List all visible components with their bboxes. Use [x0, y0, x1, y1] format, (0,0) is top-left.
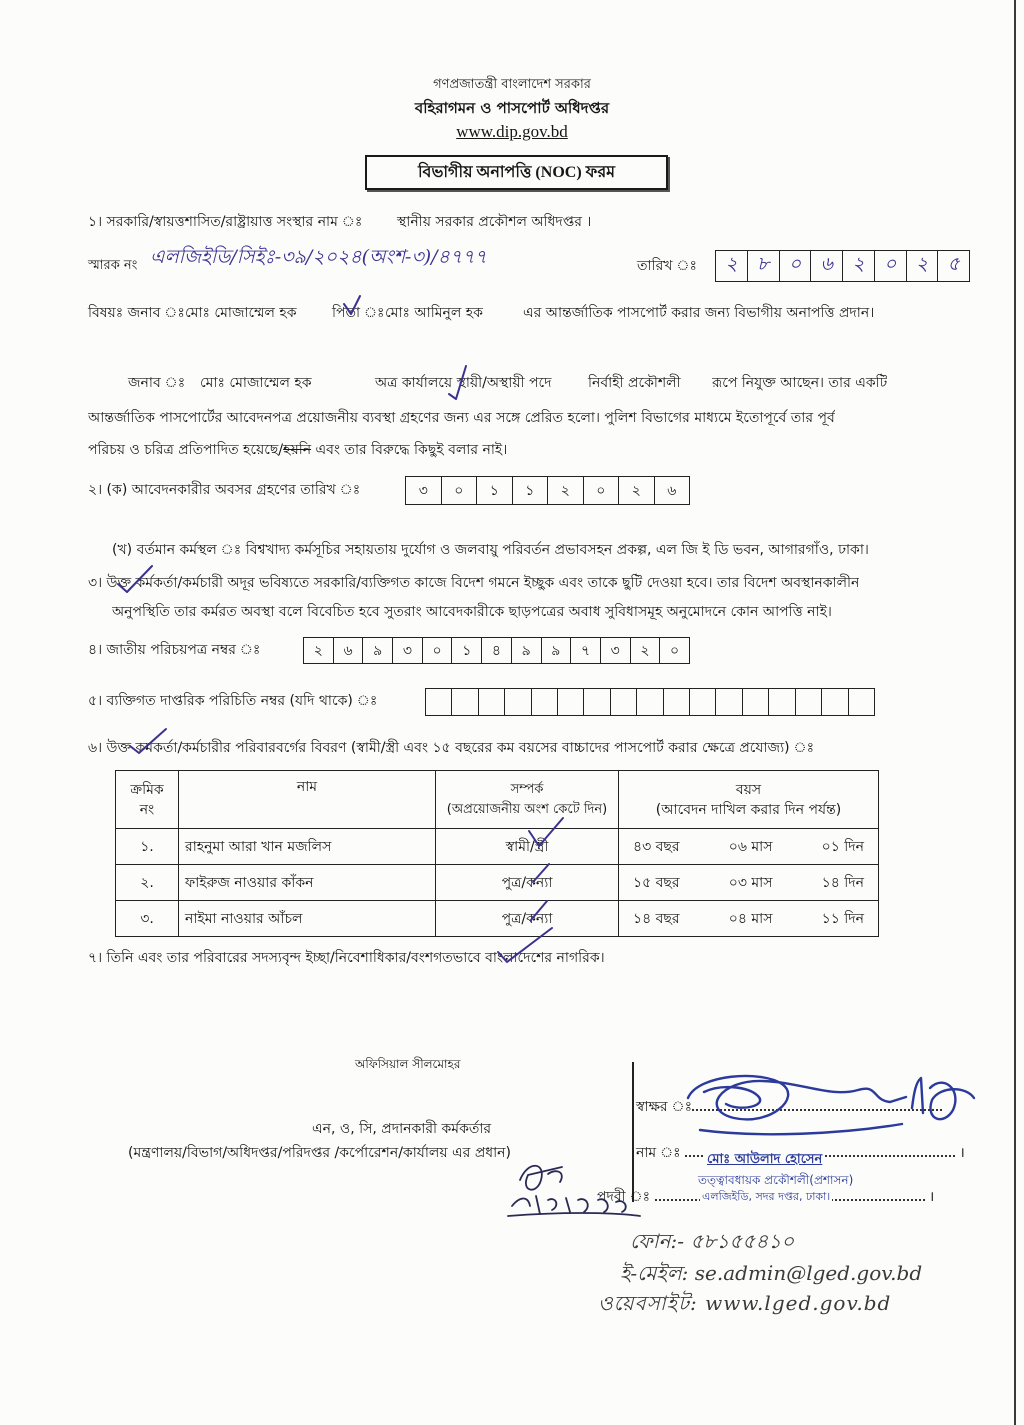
government-name: গণপ্রজাতন্ত্রী বাংলাদেশ সরকার	[433, 77, 591, 92]
seal-label: অফিসিয়াল সীলমোহর	[355, 1057, 461, 1071]
family-table	[115, 770, 879, 937]
officer-note: (মন্ত্রণালয়/বিভাগ/অধিদপ্তর/পরিদপ্তর /কর্পোরেশন/কার্যালয় এর প্রধান)	[128, 1145, 512, 1161]
header-serial-line1: ক্রমিক	[130, 781, 164, 798]
header-relation-text: সম্পর্ক	[510, 781, 544, 797]
empty-box	[690, 689, 716, 715]
department-name: বহিরাগমন ও পাসপোর্ট অধিদপ্তর	[414, 99, 610, 117]
date-digit: ৫	[947, 253, 960, 275]
website-text	[0, 122, 1024, 142]
subject-suffix: এর আন্তর্জাতিক পাসপোর্ট করার জন্য বিভাগীয় অনাপত্তি প্রদান।	[523, 305, 875, 321]
signature-divider	[632, 1062, 634, 1202]
intro-line3-start: পরিচয় ও চরিত্র প্রতিপাদিত হয়েছে/	[88, 442, 284, 458]
nid-digit: ০	[670, 642, 680, 659]
retirement-digit: ০	[584, 477, 620, 504]
signature-dots	[692, 1099, 942, 1111]
header-serial-line2: নং	[139, 801, 155, 818]
intro-post-type: অত্র কার্যালয়ে স্থায়ী/অস্থায়ী পদে	[375, 375, 552, 391]
row-name: ফাইরুজ নাওয়ার কাঁকন	[179, 865, 436, 901]
empty-box	[426, 689, 452, 715]
item7-text: ৭। তিনি এবং তার পরিবারের সদস্যবৃন্দ ইচ্ছা/নিবেশাধিকার/বংশগতভাবে বাংলাদেশের নাগরিক।	[88, 950, 605, 966]
header-relation-note: (অপ্রয়োজনীয় অংশ কেটে দিন)	[446, 801, 608, 817]
date-digit: ০	[875, 251, 907, 281]
nid-digit: ৬	[334, 638, 364, 663]
website-link: www.dip.gov.bd	[456, 122, 568, 141]
officer-title: এন, ও, সি, প্রদানকারী কর্মকর্তার	[312, 1121, 492, 1137]
workplace-label: (খ) বর্তমান কর্মস্থল ঃ	[112, 542, 242, 558]
handwritten-website: ওয়েবসাইট: www.lged.gov.bd	[598, 1291, 892, 1315]
name-line-end: ।	[959, 1145, 965, 1161]
name-label: নাম ঃ	[636, 1145, 681, 1161]
nid-boxes	[303, 637, 690, 664]
empty-box	[743, 689, 769, 715]
nid-digit: ৯	[542, 638, 572, 663]
intro-name: মোঃ মোজাম্মেল হক	[200, 375, 312, 391]
memo-number: এলজিইডি/সিইঃ-৩৯/২০২৪(অংশ-৩)/৪৭৭৭	[150, 246, 487, 268]
retirement-digit: ০	[442, 477, 478, 504]
table-row	[116, 829, 879, 865]
age-months: ০৬ মাস	[728, 838, 773, 855]
table-row	[116, 901, 879, 937]
nid-digit: ৪	[482, 638, 512, 663]
row-serial: ১.	[116, 829, 179, 865]
empty-box	[584, 689, 610, 715]
age-years: ১৪ বছর	[633, 910, 680, 927]
intro-mr-label: জনাব ঃ	[128, 375, 186, 391]
empty-box	[479, 689, 505, 715]
designation-line-end: ।	[929, 1189, 935, 1205]
intro-struck-option: হয়নি	[283, 442, 312, 458]
empty-box	[505, 689, 531, 715]
header-name-text: নাম	[296, 779, 318, 795]
header-name	[179, 771, 436, 829]
handwritten-phone: ফোন:- ৫৮১৫৫৪১০	[630, 1229, 795, 1253]
intro-line3	[88, 440, 507, 460]
retirement-date-boxes	[405, 476, 690, 505]
row-serial: ২.	[116, 865, 179, 901]
retirement-digit: ৩	[406, 477, 442, 504]
header-age-text: বয়স	[735, 781, 762, 798]
age-days: ১৪ দিন	[821, 874, 864, 891]
item5-label: ৫। ব্যক্তিগত দাপ্তরিক পরিচিতি নম্বর (যদি থাকে) ঃ	[88, 693, 378, 709]
intro-line2: আন্তর্জাতিক পাসপোর্টের আবেদনপত্র প্রয়োজনীয় ব্যবস্থা গ্রহণের জন্য এর সঙ্গে প্রেরিত হলো। পুলিশ বিভাগের মাধ্যমে ইতোপূর্বে তার পূর্ব	[88, 410, 835, 426]
age-months: ০৪ মাস	[728, 910, 773, 927]
stamp-designation: তত্ত্বাবধায়ক প্রকৌশলী(প্রশাসন)	[698, 1173, 854, 1187]
empty-box	[637, 689, 663, 715]
empty-box	[849, 689, 874, 715]
item1-value: স্থানীয় সরকার প্রকৌশল অধিদপ্তর ।	[397, 214, 592, 230]
empty-box	[716, 689, 742, 715]
memo-date-label: তারিখ ঃ	[637, 258, 697, 274]
empty-box	[532, 689, 558, 715]
retirement-digit: ১	[513, 477, 549, 504]
workplace-line	[112, 540, 869, 560]
date-digit: ২	[907, 251, 939, 281]
empty-box	[769, 689, 795, 715]
nid-digit: ০	[423, 638, 453, 663]
date-digit: ২	[716, 251, 748, 281]
personal-id-boxes	[425, 688, 875, 716]
retirement-digit: ৬	[667, 482, 677, 499]
nid-digit: ৩	[601, 638, 631, 663]
subject-father-label: পিতা ঃ	[332, 305, 385, 321]
item2-label: ২। (ক) আবেদনকারীর অবসর গ্রহণের তারিখ ঃ	[88, 482, 361, 498]
subject-name: মোঃ মোজাম্মেল হক	[185, 305, 297, 321]
workplace-value: বিশ্বখাদ্য কর্মসূচির সহায়তায় দুর্যোগ ও জলবায়ু পরিবর্তন প্রভাবসহন প্রকল্প, এল জি ই ডি ভবন, আগারগাঁও, ঢাকা।	[245, 542, 869, 558]
row-relation: স্বামী/স্ত্রী	[436, 829, 619, 865]
signature-line	[636, 1097, 942, 1117]
item6-label: ৬। উক্ত কর্মকর্তা/কর্মচারীর পরিবারবর্গের বিবরণ (স্বামী/স্ত্রী এবং ১৫ বছরের কম বয়সের বাচ্চাদের পাসপোর্ট করার ক্ষেত্রে প্রযোজ্য) ঃ	[88, 740, 815, 756]
subject-father-name: মোঃ আমিনুল হক	[385, 305, 483, 321]
retirement-digit: ২	[619, 477, 655, 504]
stamp-name: মোঃ আউলাদ হোসেন	[705, 1150, 824, 1170]
retirement-digit: ২	[548, 477, 584, 504]
retirement-digit: ১	[477, 477, 513, 504]
empty-box	[796, 689, 822, 715]
handwritten-email: ই-মেইল: se.admin@lged.gov.bd	[620, 1261, 923, 1285]
family-table-header	[116, 771, 879, 829]
row-name: নাইমা নাওয়ার আঁচল	[179, 901, 436, 937]
age-years: ১৫ বছর	[633, 874, 680, 891]
date-digit: ৬	[811, 251, 843, 281]
row-serial: ৩.	[116, 901, 179, 937]
row-relation: পুত্র/কন্যা	[436, 901, 619, 937]
nid-digit: ২	[304, 638, 334, 663]
date-digit: ০	[780, 251, 812, 281]
stamp-office: এলজিইডি, সদর দপ্তর, ঢাকা।	[700, 1187, 832, 1207]
item3-line2: অনুপস্থিতি তার কর্মরত অবস্থা বলে বিবেচিত হবে সুতরাং আবেদকারীকে ছাড়পত্রের অবাধ সুবিধাসমূহ অনুমোদনে কোন আপত্তি নাই।	[112, 604, 832, 620]
row-age	[619, 865, 879, 901]
empty-box	[558, 689, 584, 715]
row-relation: পুত্র/কন্যা	[436, 865, 619, 901]
row-name: রাহনুমা আরা খান মজলিস	[179, 829, 436, 865]
age-days: ১১ দিন	[821, 910, 864, 927]
subject-prefix: বিষয়ঃ জনাব ঃ	[88, 305, 185, 321]
header-relation	[436, 771, 619, 829]
age-years: ৪৩ বছর	[633, 838, 680, 855]
header-serial	[116, 771, 179, 829]
intro-line3-end: এবং তার বিরুদ্ধে কিছুই বলার নাই।	[315, 442, 508, 458]
form-title: বিভাগীয় অনাপত্তি (NOC) ফরম	[365, 155, 668, 190]
row-age	[619, 901, 879, 937]
nid-digit: ৩	[393, 638, 423, 663]
nid-digit: ১	[452, 638, 482, 663]
intro-line1-end: রূপে নিযুক্ত আছেন। তার একটি	[712, 375, 888, 391]
nid-digit: ২	[631, 638, 661, 663]
scan-edge	[1014, 0, 1016, 1425]
header-age	[619, 771, 879, 829]
designation-label: পদবী ঃ	[597, 1189, 651, 1205]
nid-digit: ৯	[512, 638, 542, 663]
item1-label: ১। সরকারি/স্বায়ত্তশাসিত/রাষ্ট্রায়াত্ত সংস্থার নাম ঃ	[88, 214, 363, 230]
signature-label: স্বাক্ষর ঃ	[636, 1099, 693, 1115]
nid-digit: ৭	[571, 638, 601, 663]
row-age	[619, 829, 879, 865]
item4-label: ৪। জাতীয় পরিচয়পত্র নম্বর ঃ	[88, 642, 261, 658]
item3-line1: ৩। উক্ত কর্মকর্তা/কর্মচারী অদূর ভবিষ্যতে সরকারি/ব্যক্তিগত কাজে বিদেশ গমনে ইচ্ছুক এবং তাকে ছুটি দেওয়া হবে। তার বিদেশ অবস্থানকালীন	[88, 575, 860, 591]
header-age-note: (আবেদন দাখিল করার দিন পর্যন্ত)	[655, 801, 842, 818]
nid-digit: ৯	[363, 638, 393, 663]
empty-box	[611, 689, 637, 715]
intro-designation: নির্বাহী প্রকৌশলী	[588, 375, 681, 391]
memo-label: স্মারক নং	[88, 258, 138, 273]
date-digit: ২	[843, 251, 875, 281]
age-days: ০১ দিন	[821, 838, 864, 855]
empty-box	[822, 689, 848, 715]
empty-box	[664, 689, 690, 715]
memo-date-boxes	[715, 250, 970, 282]
date-digit: ৮	[748, 251, 780, 281]
table-row	[116, 865, 879, 901]
age-months: ০৩ মাস	[728, 874, 773, 891]
empty-box	[452, 689, 478, 715]
